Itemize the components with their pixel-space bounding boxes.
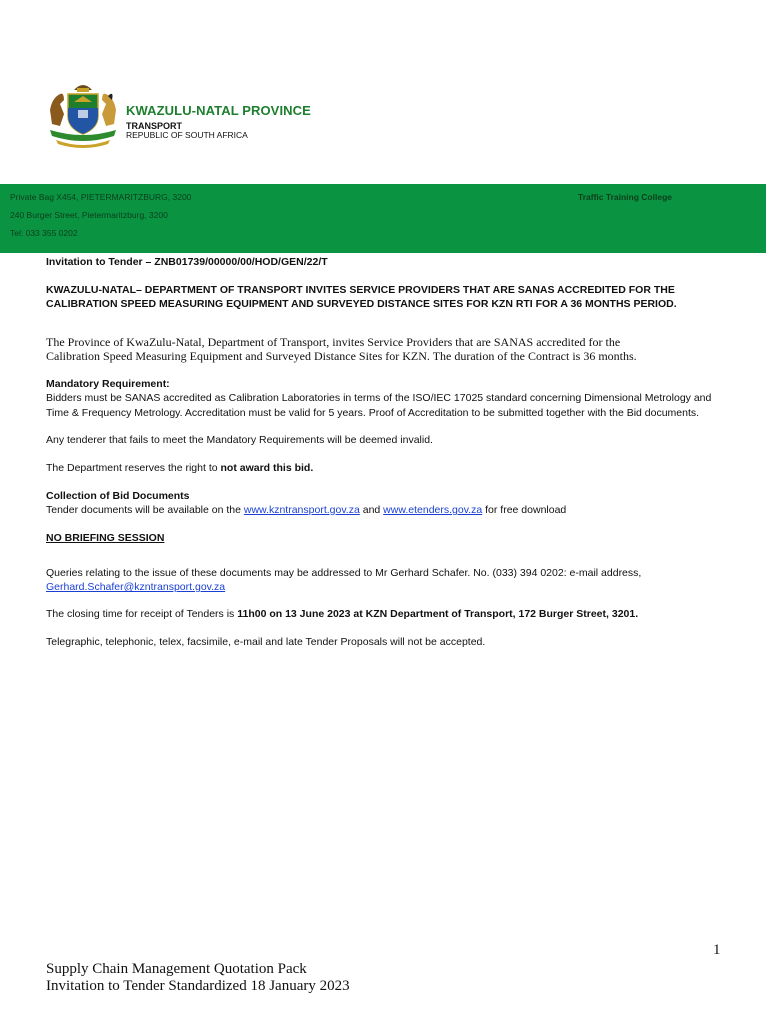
coat-of-arms-logo	[44, 80, 122, 150]
collection-title: Collection of Bid Documents	[46, 490, 190, 502]
collection-statement	[46, 502, 566, 518]
queries-email-link[interactable]: Gerhard.Schafer@kzntransport.gov.za	[46, 581, 226, 593]
collection-prefix: Tender documents will be available on the	[46, 504, 244, 516]
no-briefing-session: NO BRIEFING SESSION	[46, 532, 165, 544]
collection-suffix: for free download	[482, 504, 567, 516]
closing-bold: 11h00 on 13 June 2023 at KZN Department of Transport, 172 Burger Street, 3201.	[237, 608, 639, 620]
tender-heading-line2: CALIBRATION SPEED MEASURING EQUIPMENT AND SURVEYED DISTANCE SITES FOR KZN RTI FOR A 36 MONTHS PERIOD.	[46, 298, 677, 310]
footer-line2: Invitation to Tender Standardized 18 January 2023	[46, 978, 350, 994]
tender-heading-line1: KWAZULU-NATAL– DEPARTMENT OF TRANSPORT INVITES SERVICE PROVIDERS THAT ARE SANAS ACCREDITED FOR THE	[46, 284, 675, 296]
closing-prefix: The closing time for receipt of Tenders is	[46, 608, 238, 620]
country-name: REPUBLIC OF SOUTH AFRICA	[126, 130, 248, 140]
college-name: Traffic Training College	[578, 192, 672, 202]
mandatory-line1: Bidders must be SANAS accredited as Calibration Laboratories in terms of the ISO/IEC 17025 standard concerning Dimensional Metrology and	[46, 392, 712, 404]
reserve-right-statement	[46, 460, 313, 476]
footer-line1: Supply Chain Management Quotation Pack	[46, 961, 307, 977]
province-name: KWAZULU-NATAL PROVINCE	[126, 103, 311, 118]
reserve-bold: not award this bid.	[220, 462, 314, 474]
invalid-note: Any tenderer that fails to meet the Mandatory Requirements will be deemed invalid.	[46, 434, 433, 446]
department-name: TRANSPORT	[126, 121, 182, 131]
tender-reference: Invitation to Tender – ZNB01739/00000/00/HOD/GEN/22/T	[46, 256, 328, 268]
page-number: 1	[713, 942, 721, 958]
intro-line1: The Province of KwaZulu-Natal, Department of Transport, invites Service Providers that are SANAS accredited for the	[46, 335, 621, 349]
street-address: 240 Burger Street, Pietermaritzburg, 3200	[10, 210, 168, 220]
mandatory-line2: Time & Frequency Metrology. Accreditation must be valid for 5 years. Proof of Accreditation to be submitted together with the Bid documents.	[46, 407, 700, 419]
queries-line: Queries relating to the issue of these documents may be addressed to Mr Gerhard Schafer. No. (033) 394 0202: e-mail address,	[46, 567, 642, 579]
collection-and: and	[359, 504, 384, 516]
postal-address: Private Bag X454, PIETERMARITZBURG, 3200	[10, 192, 192, 202]
etenders-link[interactable]: www.etenders.gov.za	[383, 504, 483, 516]
phone-number: Tel: 033 355 0202	[10, 228, 78, 238]
reserve-prefix: The Department reserves the right to	[46, 462, 221, 474]
address-banner	[0, 184, 766, 253]
kzntransport-link[interactable]: www.kzntransport.gov.za	[243, 504, 360, 516]
intro-line2: Calibration Speed Measuring Equipment and Surveyed Distance Sites for KZN. The duration of the Contract is 36 months.	[46, 349, 637, 363]
closing-time-statement	[46, 606, 638, 622]
mandatory-title: Mandatory Requirement:	[46, 378, 170, 390]
not-accepted-note: Telegraphic, telephonic, telex, facsimile, e-mail and late Tender Proposals will not be accepted.	[46, 636, 486, 648]
